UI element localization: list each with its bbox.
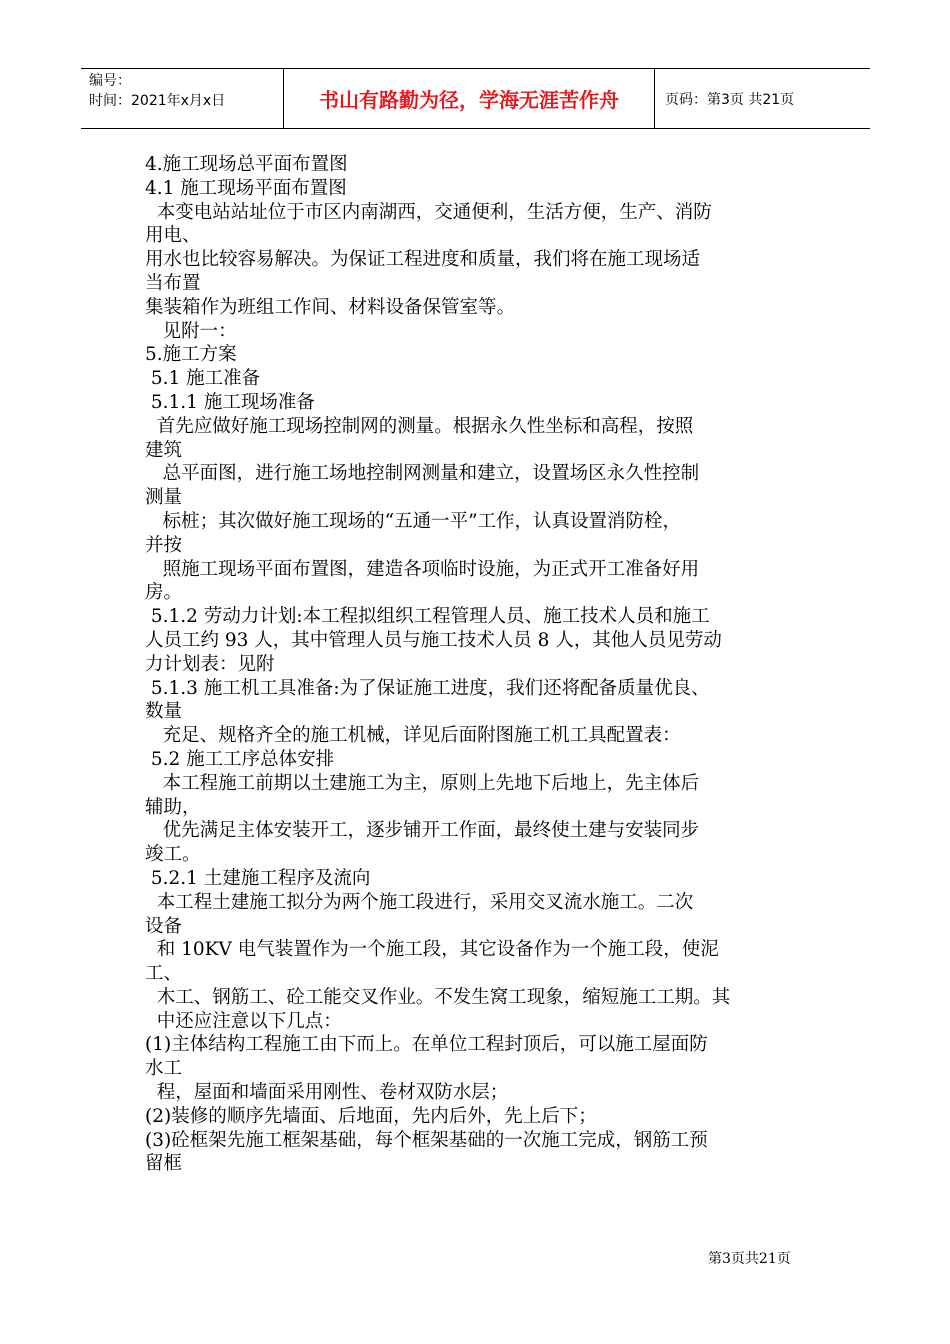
text-line: 水工: [145, 1058, 183, 1080]
text-line: 辅助，: [145, 796, 201, 818]
header-meta: [81, 69, 283, 128]
text-line: 本工程土建施工拟分为两个施工段进行，采用交叉流水施工。二次: [145, 891, 694, 913]
text-line: 中还应注意以下几点：: [145, 1010, 342, 1032]
text-line: 和 10KV 电气装置作为一个施工段，其它设备作为一个施工段，使泥: [145, 939, 719, 961]
text-line: 用电、: [145, 225, 201, 247]
text-line: 优先满足主体安装开工，逐步铺开工作面，最终使土建与安装同步: [145, 820, 700, 842]
document-body: [145, 153, 815, 1176]
text-line: 5.1 施工准备: [145, 368, 261, 390]
text-line: 5.2.1 土建施工程序及流向: [145, 867, 371, 889]
text-line: 木工、钢筋工、砼工能交叉作业。不发生窝工现象，缩短施工工期。其: [145, 986, 731, 1008]
text-line: 留框: [145, 1153, 183, 1175]
text-line: 工、: [145, 963, 183, 985]
text-line: 5.施工方案: [145, 344, 237, 366]
text-line: (3)砼框架先施工框架基础，每个框架基础的一次施工完成，钢筋工预: [145, 1129, 708, 1151]
text-line: 本工程施工前期以土建施工为主，原则上先地下后地上，先主体后: [145, 772, 700, 794]
text-line: (2)装修的顺序先墙面、后地面，先内后外，先上后下；: [145, 1105, 597, 1127]
time-label: 时间：2021年x月x日: [89, 93, 226, 109]
text-line: 并按: [145, 534, 183, 556]
text-line: 充足、规格齐全的施工机械，详见后面附图施工机工具配置表：: [145, 725, 681, 747]
text-line: 5.1.3 施工机工具准备:为了保证施工进度，我们还将配备质量优良、: [145, 677, 710, 699]
text-line: 4.1 施工现场平面布置图: [145, 177, 347, 199]
text-line: 4.施工现场总平面布置图: [145, 154, 348, 175]
text-line: 房。: [145, 582, 183, 604]
text-line: 5.2 施工工序总体安排: [145, 748, 335, 770]
text-line: 力计划表：见附: [145, 653, 275, 675]
text-line: 本变电站站址位于市区内南湖西，交通便利，生活方便，生产、消防: [145, 201, 712, 223]
page-footer: 第3页共21页: [708, 1251, 791, 1267]
text-line: 集装箱作为班组工作间、材料设备保管室等。: [145, 296, 516, 318]
header-page-info: 页码：第3页 共21页: [665, 91, 795, 108]
text-line: 首先应做好施工现场控制网的测量。根据永久性坐标和高程，按照: [145, 415, 694, 437]
text-line: 照施工现场平面布置图，建造各项临时设施，为正式开工准备好用: [145, 558, 700, 580]
text-line: 5.1.2 劳动力计划:本工程拟组织工程管理人员、施工技术人员和施工: [145, 606, 710, 628]
text-line: 程，屋面和墙面采用刚性、卷材双防水层；: [145, 1082, 509, 1104]
page-header: [81, 68, 870, 129]
text-line: 总平面图，进行施工场地控制网测量和建立，设置场区永久性控制: [145, 463, 700, 485]
text-line: 标桩；其次做好施工现场的“五通一平”工作，认真设置消防栓，: [145, 510, 682, 532]
text-line: 5.1.1 施工现场准备: [145, 391, 315, 413]
text-line: 竣工。: [145, 844, 201, 866]
text-line: (1)主体结构工程施工由下而上。在单位工程封顶后，可以施工屋面防: [145, 1034, 708, 1056]
text-line: 用水也比较容易解决。为保证工程进度和质量，我们将在施工现场适: [145, 249, 701, 271]
text-line: 见附一：: [145, 320, 237, 342]
text-line: 人员工约 93 人，其中管理人员与施工技术人员 8 人，其他人员见劳动: [145, 629, 722, 651]
text-line: 设备: [145, 915, 183, 937]
text-line: 数量: [145, 701, 183, 723]
text-line: 测量: [145, 487, 183, 509]
text-line: 当布置: [145, 272, 201, 294]
number-label: 编号：: [89, 73, 131, 89]
text-line: 建筑: [145, 439, 183, 461]
header-motto: 书山有路勤为径，学海无涯苦作舟: [283, 69, 655, 128]
